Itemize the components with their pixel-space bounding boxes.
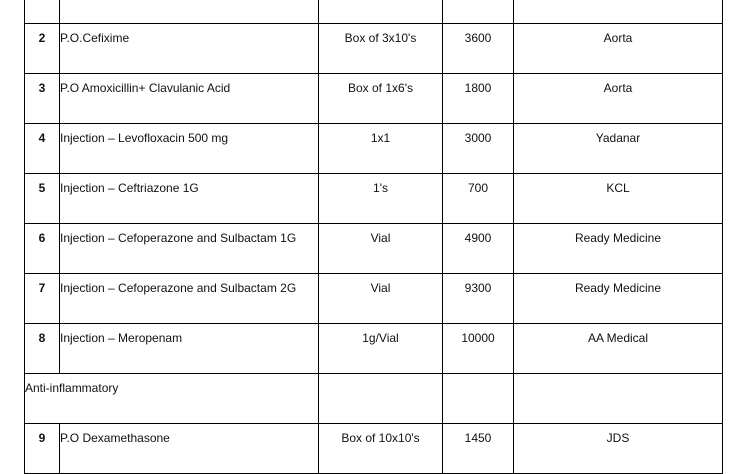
table-row [25, 224, 723, 274]
price: 3600 [464, 30, 492, 45]
table-row [25, 174, 723, 224]
item-name: Injection – Ceftriazone 1G [60, 180, 199, 195]
category-label-cell [25, 374, 319, 424]
row-number: 9 [38, 430, 46, 445]
pack-size-cell [319, 374, 443, 424]
item-name-cell [60, 24, 319, 74]
item-name: Injection – Levofloxacin 500 mg [60, 130, 229, 145]
pack-size: Box of 3x10's [344, 30, 417, 45]
price: 10000 [461, 330, 495, 345]
table-row [25, 424, 723, 474]
supplier-cell [514, 224, 723, 274]
supplier: KCL [606, 180, 630, 195]
supplier: AA Medical [587, 330, 649, 345]
item-name: Injection – Cefoperazone and Sulbactam 2G [60, 280, 297, 295]
price: 700 [467, 180, 489, 195]
row-number-cell [25, 24, 60, 74]
item-name: P.O.Cefixime [60, 30, 130, 45]
price-cell [443, 374, 514, 424]
pack-size-cell [319, 274, 443, 324]
supplier: JDS [606, 430, 630, 445]
supplier-cell [514, 374, 723, 424]
item-name-cell [60, 124, 319, 174]
price-cell [443, 424, 514, 474]
item-name: P.O Amoxicillin+ Clavulanic Acid [60, 80, 231, 95]
row-number: 2 [38, 30, 46, 45]
table-row [25, 324, 723, 374]
row-number-cell [25, 424, 60, 474]
price: 4900 [464, 230, 492, 245]
pack-size: Box of 1x6's [348, 80, 413, 95]
row-number: 5 [38, 180, 46, 195]
table-body [25, 0, 723, 474]
supplier-cell [514, 424, 723, 474]
pack-size-cell [319, 324, 443, 374]
price-cell [443, 0, 514, 24]
row-number: 7 [38, 280, 46, 295]
item-name-cell [60, 0, 319, 24]
item-name-cell [60, 224, 319, 274]
row-number-cell [25, 74, 60, 124]
supplier-cell [514, 24, 723, 74]
row-number-cell [25, 0, 60, 24]
item-name-cell [60, 74, 319, 124]
row-number: 3 [38, 80, 46, 95]
row-number: 8 [38, 330, 46, 345]
row-number: 4 [38, 130, 46, 145]
supplier-cell [514, 274, 723, 324]
supplier-cell [514, 0, 723, 24]
category-label: Anti-inflammatory [25, 380, 119, 395]
item-name: Injection – Cefoperazone and Sulbactam 1G [60, 230, 297, 245]
item-name-cell [60, 174, 319, 224]
pack-size: 1g/Vial [362, 330, 399, 345]
item-name: Injection – Meropenam [60, 330, 183, 345]
supplier: Yadanar [595, 130, 641, 145]
price: 3000 [464, 130, 492, 145]
supplier-cell [514, 74, 723, 124]
pack-size: Vial [370, 230, 391, 245]
row-number-cell [25, 274, 60, 324]
price-cell [443, 124, 514, 174]
price-cell [443, 224, 514, 274]
pack-size-cell [319, 0, 443, 24]
price-cell [443, 74, 514, 124]
pack-size-cell [319, 24, 443, 74]
supplier: Ready Medicine [574, 280, 662, 295]
supplier: Aorta [603, 30, 633, 45]
table-row [25, 24, 723, 74]
item-name: P.O Dexamethasone [60, 430, 170, 445]
price: 1450 [464, 430, 492, 445]
supplier: Ready Medicine [574, 230, 662, 245]
pack-size: 1's [373, 180, 388, 195]
medicine-price-table [24, 0, 723, 474]
row-number-cell [25, 324, 60, 374]
table-row [25, 0, 723, 24]
item-name-cell [60, 424, 319, 474]
price-cell [443, 174, 514, 224]
category-row [25, 374, 723, 424]
pack-size-cell [319, 74, 443, 124]
price-cell [443, 324, 514, 374]
pack-size: Vial [370, 280, 391, 295]
pack-size-cell [319, 124, 443, 174]
pack-size: Box of 10x10's [341, 430, 420, 445]
price-cell [443, 24, 514, 74]
row-number-cell [25, 224, 60, 274]
pack-size-cell [319, 224, 443, 274]
pack-size: 1x1 [370, 130, 391, 145]
supplier: Aorta [603, 80, 633, 95]
item-name-cell [60, 324, 319, 374]
supplier-cell [514, 324, 723, 374]
price-cell [443, 274, 514, 324]
row-number-cell [25, 174, 60, 224]
price: 1800 [464, 80, 492, 95]
price: 9300 [464, 280, 492, 295]
table-row [25, 274, 723, 324]
pack-size-cell [319, 424, 443, 474]
row-number: 6 [38, 230, 46, 245]
row-number-cell [25, 124, 60, 174]
item-name-cell [60, 274, 319, 324]
supplier-cell [514, 124, 723, 174]
supplier-cell [514, 174, 723, 224]
table-row [25, 74, 723, 124]
table-row [25, 124, 723, 174]
pack-size-cell [319, 174, 443, 224]
